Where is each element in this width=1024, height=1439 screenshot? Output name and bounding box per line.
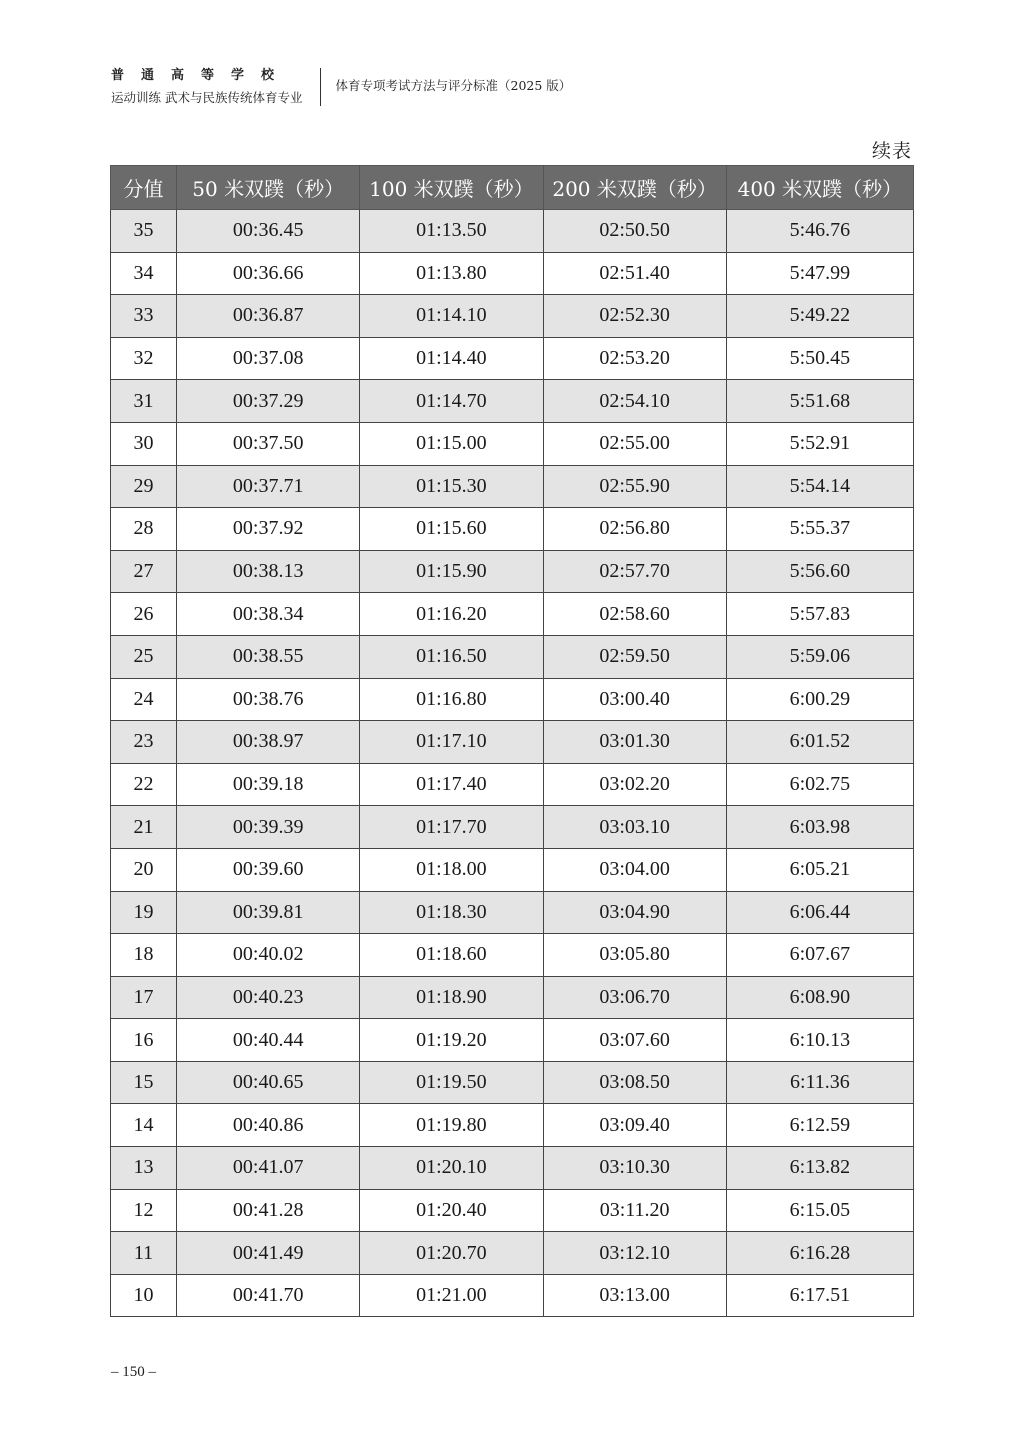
cell-400m: 6:02.75 <box>726 763 913 806</box>
cell-score: 22 <box>111 763 177 806</box>
cell-200m: 03:02.20 <box>543 763 726 806</box>
cell-score: 31 <box>111 380 177 423</box>
cell-score: 32 <box>111 337 177 380</box>
cell-100m: 01:13.80 <box>360 252 543 295</box>
cell-50m: 00:38.55 <box>177 635 360 678</box>
table-row <box>111 635 914 678</box>
cell-400m: 5:56.60 <box>726 550 913 593</box>
cell-50m: 00:37.08 <box>177 337 360 380</box>
cell-score: 34 <box>111 252 177 295</box>
cell-100m: 01:14.70 <box>360 380 543 423</box>
cell-50m: 00:39.81 <box>177 891 360 934</box>
table-row <box>111 1147 914 1190</box>
table-row <box>111 806 914 849</box>
cell-100m: 01:18.00 <box>360 848 543 891</box>
table-row <box>111 721 914 764</box>
header-divider <box>320 68 321 106</box>
cell-400m: 6:17.51 <box>726 1274 913 1317</box>
cell-100m: 01:20.10 <box>360 1147 543 1190</box>
cell-score: 10 <box>111 1274 177 1317</box>
cell-400m: 6:07.67 <box>726 934 913 977</box>
table-row <box>111 848 914 891</box>
cell-score: 17 <box>111 976 177 1019</box>
cell-50m: 00:38.97 <box>177 721 360 764</box>
cell-50m: 00:40.44 <box>177 1019 360 1062</box>
cell-50m: 00:36.45 <box>177 210 360 253</box>
cell-50m: 00:39.18 <box>177 763 360 806</box>
table-row <box>111 1104 914 1147</box>
table-header-row <box>111 166 914 210</box>
cell-400m: 6:08.90 <box>726 976 913 1019</box>
table-body <box>111 210 914 1317</box>
running-header <box>111 66 571 108</box>
cell-50m: 00:40.86 <box>177 1104 360 1147</box>
cell-score: 15 <box>111 1061 177 1104</box>
table-row <box>111 210 914 253</box>
cell-400m: 6:06.44 <box>726 891 913 934</box>
cell-400m: 5:46.76 <box>726 210 913 253</box>
cell-200m: 02:50.50 <box>543 210 726 253</box>
cell-100m: 01:17.70 <box>360 806 543 849</box>
cell-50m: 00:41.70 <box>177 1274 360 1317</box>
cell-200m: 03:09.40 <box>543 1104 726 1147</box>
cell-score: 11 <box>111 1232 177 1275</box>
header-book-title: 体育专项考试方法与评分标准（2025 版） <box>335 78 572 93</box>
cell-100m: 01:20.40 <box>360 1189 543 1232</box>
cell-score: 16 <box>111 1019 177 1062</box>
cell-50m: 00:41.49 <box>177 1232 360 1275</box>
cell-200m: 03:12.10 <box>543 1232 726 1275</box>
cell-100m: 01:19.80 <box>360 1104 543 1147</box>
table-row <box>111 976 914 1019</box>
cell-100m: 01:13.50 <box>360 210 543 253</box>
header-400m: 400 米双蹼（秒） <box>726 166 913 210</box>
cell-400m: 5:54.14 <box>726 465 913 508</box>
cell-score: 21 <box>111 806 177 849</box>
table-row <box>111 593 914 636</box>
cell-200m: 02:52.30 <box>543 295 726 338</box>
cell-400m: 6:15.05 <box>726 1189 913 1232</box>
cell-50m: 00:36.87 <box>177 295 360 338</box>
cell-100m: 01:15.60 <box>360 508 543 551</box>
cell-200m: 03:08.50 <box>543 1061 726 1104</box>
cell-400m: 5:47.99 <box>726 252 913 295</box>
cell-50m: 00:40.65 <box>177 1061 360 1104</box>
cell-100m: 01:16.50 <box>360 635 543 678</box>
score-table <box>110 165 914 1317</box>
cell-400m: 6:12.59 <box>726 1104 913 1147</box>
cell-400m: 6:11.36 <box>726 1061 913 1104</box>
cell-400m: 6:01.52 <box>726 721 913 764</box>
cell-50m: 00:38.34 <box>177 593 360 636</box>
cell-200m: 03:06.70 <box>543 976 726 1019</box>
cell-score: 18 <box>111 934 177 977</box>
continued-label: 续表 <box>871 140 912 162</box>
cell-400m: 6:16.28 <box>726 1232 913 1275</box>
table-row <box>111 934 914 977</box>
cell-400m: 5:52.91 <box>726 422 913 465</box>
cell-100m: 01:17.10 <box>360 721 543 764</box>
cell-100m: 01:18.30 <box>360 891 543 934</box>
table-row <box>111 465 914 508</box>
table-row <box>111 1232 914 1275</box>
cell-score: 23 <box>111 721 177 764</box>
cell-score: 25 <box>111 635 177 678</box>
table-row <box>111 763 914 806</box>
cell-400m: 6:13.82 <box>726 1147 913 1190</box>
cell-200m: 02:54.10 <box>543 380 726 423</box>
cell-400m: 6:00.29 <box>726 678 913 721</box>
cell-400m: 5:55.37 <box>726 508 913 551</box>
header-major-line: 运动训练 武术与民族传统体育专业 <box>111 90 303 105</box>
cell-100m: 01:20.70 <box>360 1232 543 1275</box>
cell-100m: 01:14.10 <box>360 295 543 338</box>
header-50m: 50 米双蹼（秒） <box>177 166 360 210</box>
cell-50m: 00:39.39 <box>177 806 360 849</box>
cell-200m: 02:53.20 <box>543 337 726 380</box>
cell-score: 14 <box>111 1104 177 1147</box>
table-row <box>111 380 914 423</box>
cell-50m: 00:36.66 <box>177 252 360 295</box>
table-row <box>111 508 914 551</box>
cell-50m: 00:38.76 <box>177 678 360 721</box>
cell-score: 12 <box>111 1189 177 1232</box>
cell-100m: 01:15.90 <box>360 550 543 593</box>
cell-200m: 02:51.40 <box>543 252 726 295</box>
cell-400m: 5:51.68 <box>726 380 913 423</box>
table-row <box>111 252 914 295</box>
cell-400m: 6:10.13 <box>726 1019 913 1062</box>
table-row <box>111 1189 914 1232</box>
cell-50m: 00:37.71 <box>177 465 360 508</box>
cell-200m: 02:58.60 <box>543 593 726 636</box>
cell-100m: 01:18.90 <box>360 976 543 1019</box>
cell-50m: 00:37.92 <box>177 508 360 551</box>
cell-score: 24 <box>111 678 177 721</box>
table-row <box>111 891 914 934</box>
cell-400m: 5:50.45 <box>726 337 913 380</box>
cell-200m: 02:55.90 <box>543 465 726 508</box>
cell-score: 20 <box>111 848 177 891</box>
cell-100m: 01:21.00 <box>360 1274 543 1317</box>
cell-score: 19 <box>111 891 177 934</box>
cell-score: 30 <box>111 422 177 465</box>
table-row <box>111 422 914 465</box>
cell-100m: 01:14.40 <box>360 337 543 380</box>
cell-400m: 5:57.83 <box>726 593 913 636</box>
cell-200m: 03:13.00 <box>543 1274 726 1317</box>
cell-score: 27 <box>111 550 177 593</box>
cell-200m: 03:04.90 <box>543 891 726 934</box>
header-left-block <box>111 66 302 108</box>
table-row <box>111 1061 914 1104</box>
table-row <box>111 1274 914 1317</box>
cell-200m: 03:04.00 <box>543 848 726 891</box>
cell-score: 28 <box>111 508 177 551</box>
cell-score: 35 <box>111 210 177 253</box>
cell-50m: 00:37.29 <box>177 380 360 423</box>
cell-100m: 01:16.80 <box>360 678 543 721</box>
cell-200m: 02:59.50 <box>543 635 726 678</box>
cell-200m: 03:03.10 <box>543 806 726 849</box>
cell-200m: 02:55.00 <box>543 422 726 465</box>
cell-50m: 00:39.60 <box>177 848 360 891</box>
cell-400m: 5:49.22 <box>726 295 913 338</box>
cell-400m: 6:05.21 <box>726 848 913 891</box>
table-row <box>111 550 914 593</box>
header-200m: 200 米双蹼（秒） <box>543 166 726 210</box>
cell-50m: 00:37.50 <box>177 422 360 465</box>
cell-100m: 01:18.60 <box>360 934 543 977</box>
cell-400m: 6:03.98 <box>726 806 913 849</box>
cell-100m: 01:15.30 <box>360 465 543 508</box>
cell-50m: 00:40.02 <box>177 934 360 977</box>
table-row <box>111 337 914 380</box>
page-number: – 150 – <box>111 1364 156 1380</box>
cell-200m: 03:01.30 <box>543 721 726 764</box>
cell-200m: 02:57.70 <box>543 550 726 593</box>
cell-50m: 00:40.23 <box>177 976 360 1019</box>
cell-100m: 01:16.20 <box>360 593 543 636</box>
cell-400m: 5:59.06 <box>726 635 913 678</box>
header-score: 分值 <box>111 166 177 210</box>
header-school-line: 普通高等学校 <box>111 68 292 83</box>
cell-100m: 01:15.00 <box>360 422 543 465</box>
cell-200m: 03:11.20 <box>543 1189 726 1232</box>
cell-50m: 00:38.13 <box>177 550 360 593</box>
cell-score: 13 <box>111 1147 177 1190</box>
cell-200m: 02:56.80 <box>543 508 726 551</box>
cell-50m: 00:41.28 <box>177 1189 360 1232</box>
cell-200m: 03:05.80 <box>543 934 726 977</box>
header-100m: 100 米双蹼（秒） <box>360 166 543 210</box>
table-row <box>111 678 914 721</box>
cell-50m: 00:41.07 <box>177 1147 360 1190</box>
cell-200m: 03:00.40 <box>543 678 726 721</box>
cell-score: 26 <box>111 593 177 636</box>
table-row <box>111 295 914 338</box>
cell-100m: 01:19.20 <box>360 1019 543 1062</box>
cell-100m: 01:19.50 <box>360 1061 543 1104</box>
cell-100m: 01:17.40 <box>360 763 543 806</box>
cell-200m: 03:10.30 <box>543 1147 726 1190</box>
cell-score: 33 <box>111 295 177 338</box>
table-row <box>111 1019 914 1062</box>
cell-200m: 03:07.60 <box>543 1019 726 1062</box>
cell-score: 29 <box>111 465 177 508</box>
